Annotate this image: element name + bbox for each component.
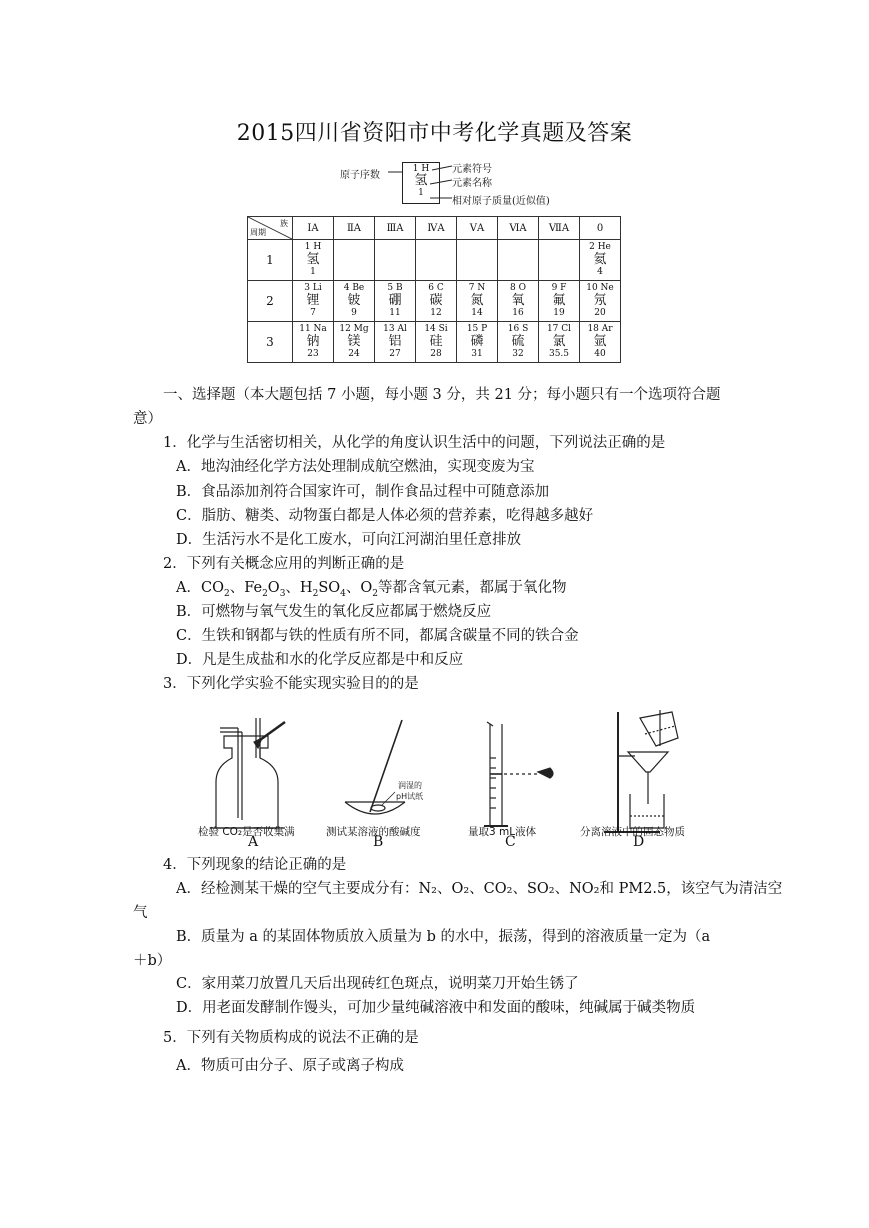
element-name: 碳 [429,293,443,308]
element-mass: 23 [307,349,319,359]
empty-cell [539,240,580,281]
q2-option-a: A．$CO_2$、$Fe_2O_3$、$H_2SO_4$、$O_2$等都含氧元素，都属于氧化物 [176,580,567,599]
element-name: 氢 [306,252,320,267]
element-symbol: 14 Si [424,324,448,334]
q1-option-c: C．脂肪、糖类、动物蛋白都是人体必须的营养素，吃得越多越好 [176,508,594,524]
legend-symbol-label: 元素符号 [452,164,492,175]
element-symbol: 16 S [507,324,529,334]
letter-c: C [505,834,516,850]
group-header: ⅡA [334,217,375,240]
element-mass: 32 [512,349,524,359]
legend-cell-mass: 1 [418,188,424,198]
periodic-table [247,216,621,363]
element-cell [334,322,375,363]
element-cell [457,322,498,363]
letter-d: D [633,834,645,850]
legend-mass-label: 相对原子质量(近似值) [452,196,550,207]
element-mass: 1 [310,267,316,277]
empty-cell [416,240,457,281]
letter-b: B [373,834,384,850]
period-row [248,240,621,281]
section-heading: 一、选择题（本大题包括 7 小题，每小题 3 分，共 21 分；每小题只有一个选项符合题 [163,387,721,403]
element-mass: 20 [594,308,606,318]
caption-c: 量取3 mL液体 [468,826,537,838]
element-name: 氦 [593,252,607,267]
element-mass: 9 [351,308,357,318]
q4-option-a: A．经检测某干燥的空气主要成分有：N₂、O₂、CO₂、SO₂、NO₂和 PM2.5，该空气为清洁空 [176,881,783,897]
page-title: 2015四川省资阳市中考化学真题及答案 [236,121,633,146]
element-cell [375,322,416,363]
q1-option-d: D．生活污水不是化工废水，可向江河湖泊里任意排放 [176,532,522,548]
element-name: 氯 [552,334,566,349]
legend-cell [402,162,440,204]
q3-stem: 3．下列化学实验不能实现实验目的的是 [163,676,419,692]
element-name: 氟 [552,293,566,308]
element-cell [375,281,416,322]
q4-option-d: D．用老面发酵制作馒头，可加少量纯碱溶液中和发面的酸味，纯碱属于碱类物质 [176,1000,696,1016]
element-mass: 40 [594,349,606,359]
element-name: 氖 [593,293,607,308]
element-symbol: 17 Cl [546,324,572,334]
measuring-cylinder-icon [484,722,553,826]
q3-figures [190,708,750,853]
q2-option-d: D．凡是生成盐和水的化学反应都是中和反应 [176,652,464,668]
group-header: ⅢA [375,217,416,240]
element-name: 氩 [593,334,607,349]
element-cell [580,322,621,363]
period-row [248,281,621,322]
q2-option-c: C．生铁和钢都与铁的性质有所不同，都属含碳量不同的铁合金 [176,628,579,644]
element-symbol: 8 O [510,283,526,293]
element-symbol: 10 Ne [586,283,614,293]
element-symbol: 11 Na [299,324,327,334]
element-name: 磷 [470,334,484,349]
element-cell [580,240,621,281]
element-mass: 16 [512,308,524,318]
element-name: 铝 [388,334,402,349]
group-header: 0 [580,217,621,240]
element-symbol: 12 Mg [339,324,369,334]
element-mass: 19 [553,308,565,318]
q4-stem: 4．下列现象的结论正确的是 [163,857,347,873]
q4-option-c: C．家用菜刀放置几天后出现砖红色斑点，说明菜刀开始生锈了 [176,976,579,992]
element-name: 氮 [470,293,484,308]
legend-atomic-number-label: 原子序数 [340,170,380,181]
q2-stem: 2．下列有关概念应用的判断正确的是 [163,556,405,572]
table-corner [248,217,293,240]
period-number: 3 [248,322,293,363]
element-cell [498,322,539,363]
element-mass: 35.5 [548,349,570,359]
ph-paper-label-2: pH试纸 [396,792,424,801]
element-symbol: 9 F [551,283,567,293]
caption-d: 分离溶液中的固态物质 [580,826,685,838]
element-symbol: 7 N [468,283,486,293]
letter-a: A [248,834,259,850]
period-row [248,322,621,363]
q4-option-b: B．质量为 a 的某固体物质放入质量为 b 的水中，振荡，得到的溶液质量一定为（a [176,929,711,945]
q1-option-a: A．地沟油经化学方法处理制成航空燃油，实现变废为宝 [176,459,535,475]
element-mass: 14 [471,308,483,318]
element-mass: 27 [389,349,401,359]
element-mass: 4 [597,267,603,277]
group-header: ⅠA [293,217,334,240]
element-symbol: 13 Al [383,324,407,334]
group-header: ⅥA [498,217,539,240]
legend-cell-symbol: 1 H [412,164,430,174]
corner-group-label: 族 [280,219,288,228]
element-symbol: 1 H [304,242,322,252]
element-mass: 24 [348,349,360,359]
q1-stem: 1．化学与生活密切相关，从化学的角度认识生活中的问题，下列说法正确的是 [163,435,666,451]
element-name: 铍 [347,293,361,308]
element-mass: 7 [310,308,316,318]
element-symbol: 3 Li [304,283,322,293]
element-name: 硫 [511,334,525,349]
element-mass: 28 [430,349,442,359]
empty-cell [375,240,416,281]
caption-b: 测试某溶液的酸碱度 [326,826,421,838]
legend-name-label: 元素名称 [452,178,492,189]
caption-a: 检验 CO₂是否收集满 [198,826,295,838]
element-cell [580,281,621,322]
q4-option-a-cont: 气 [133,905,148,921]
element-cell [539,322,580,363]
element-mass: 12 [430,308,442,318]
legend-cell-name: 氢 [414,173,428,188]
element-name: 锂 [306,293,320,308]
empty-cell [334,240,375,281]
element-name: 硅 [429,334,443,349]
element-cell [416,281,457,322]
element-mass: 31 [471,349,483,359]
element-cell [293,281,334,322]
q5-stem: 5．下列有关物质构成的说法不正确的是 [163,1030,419,1046]
q5-option-a: A．物质可由分子、原子或离子构成 [176,1058,404,1074]
element-cell [457,281,498,322]
q4-option-b-cont: ＋b） [133,953,172,969]
element-cell [293,322,334,363]
element-name: 氧 [511,293,525,308]
gas-bottle-icon [210,718,285,828]
filtration-stand-icon [604,710,678,832]
element-cell [416,322,457,363]
empty-cell [498,240,539,281]
element-cell [539,281,580,322]
element-legend [340,160,580,210]
group-header: ⅤA [457,217,498,240]
element-name: 钠 [306,334,320,349]
empty-cell [457,240,498,281]
element-symbol: 4 Be [343,283,365,293]
group-header: ⅦA [539,217,580,240]
element-symbol: 15 P [466,324,488,334]
q2-option-b: B．可燃物与氧气发生的氧化反应都属于燃烧反应 [176,604,492,620]
element-name: 镁 [347,334,361,349]
element-symbol: 6 C [428,283,444,293]
element-cell [498,281,539,322]
element-symbol: 2 He [589,242,611,252]
element-symbol: 18 Ar [587,324,613,334]
q1-option-b: B．食品添加剂符合国家许可，制作食品过程中可随意添加 [176,484,550,500]
corner-period-label: 周期 [250,228,266,237]
group-header: ⅣA [416,217,457,240]
period-number: 1 [248,240,293,281]
element-cell [293,240,334,281]
element-name: 硼 [388,293,402,308]
section-heading-cont: 意） [133,411,162,427]
ph-paper-label-1: 润湿的 [398,781,422,790]
element-mass: 11 [389,308,401,318]
period-number: 2 [248,281,293,322]
element-cell [334,281,375,322]
element-symbol: 5 B [387,283,403,293]
